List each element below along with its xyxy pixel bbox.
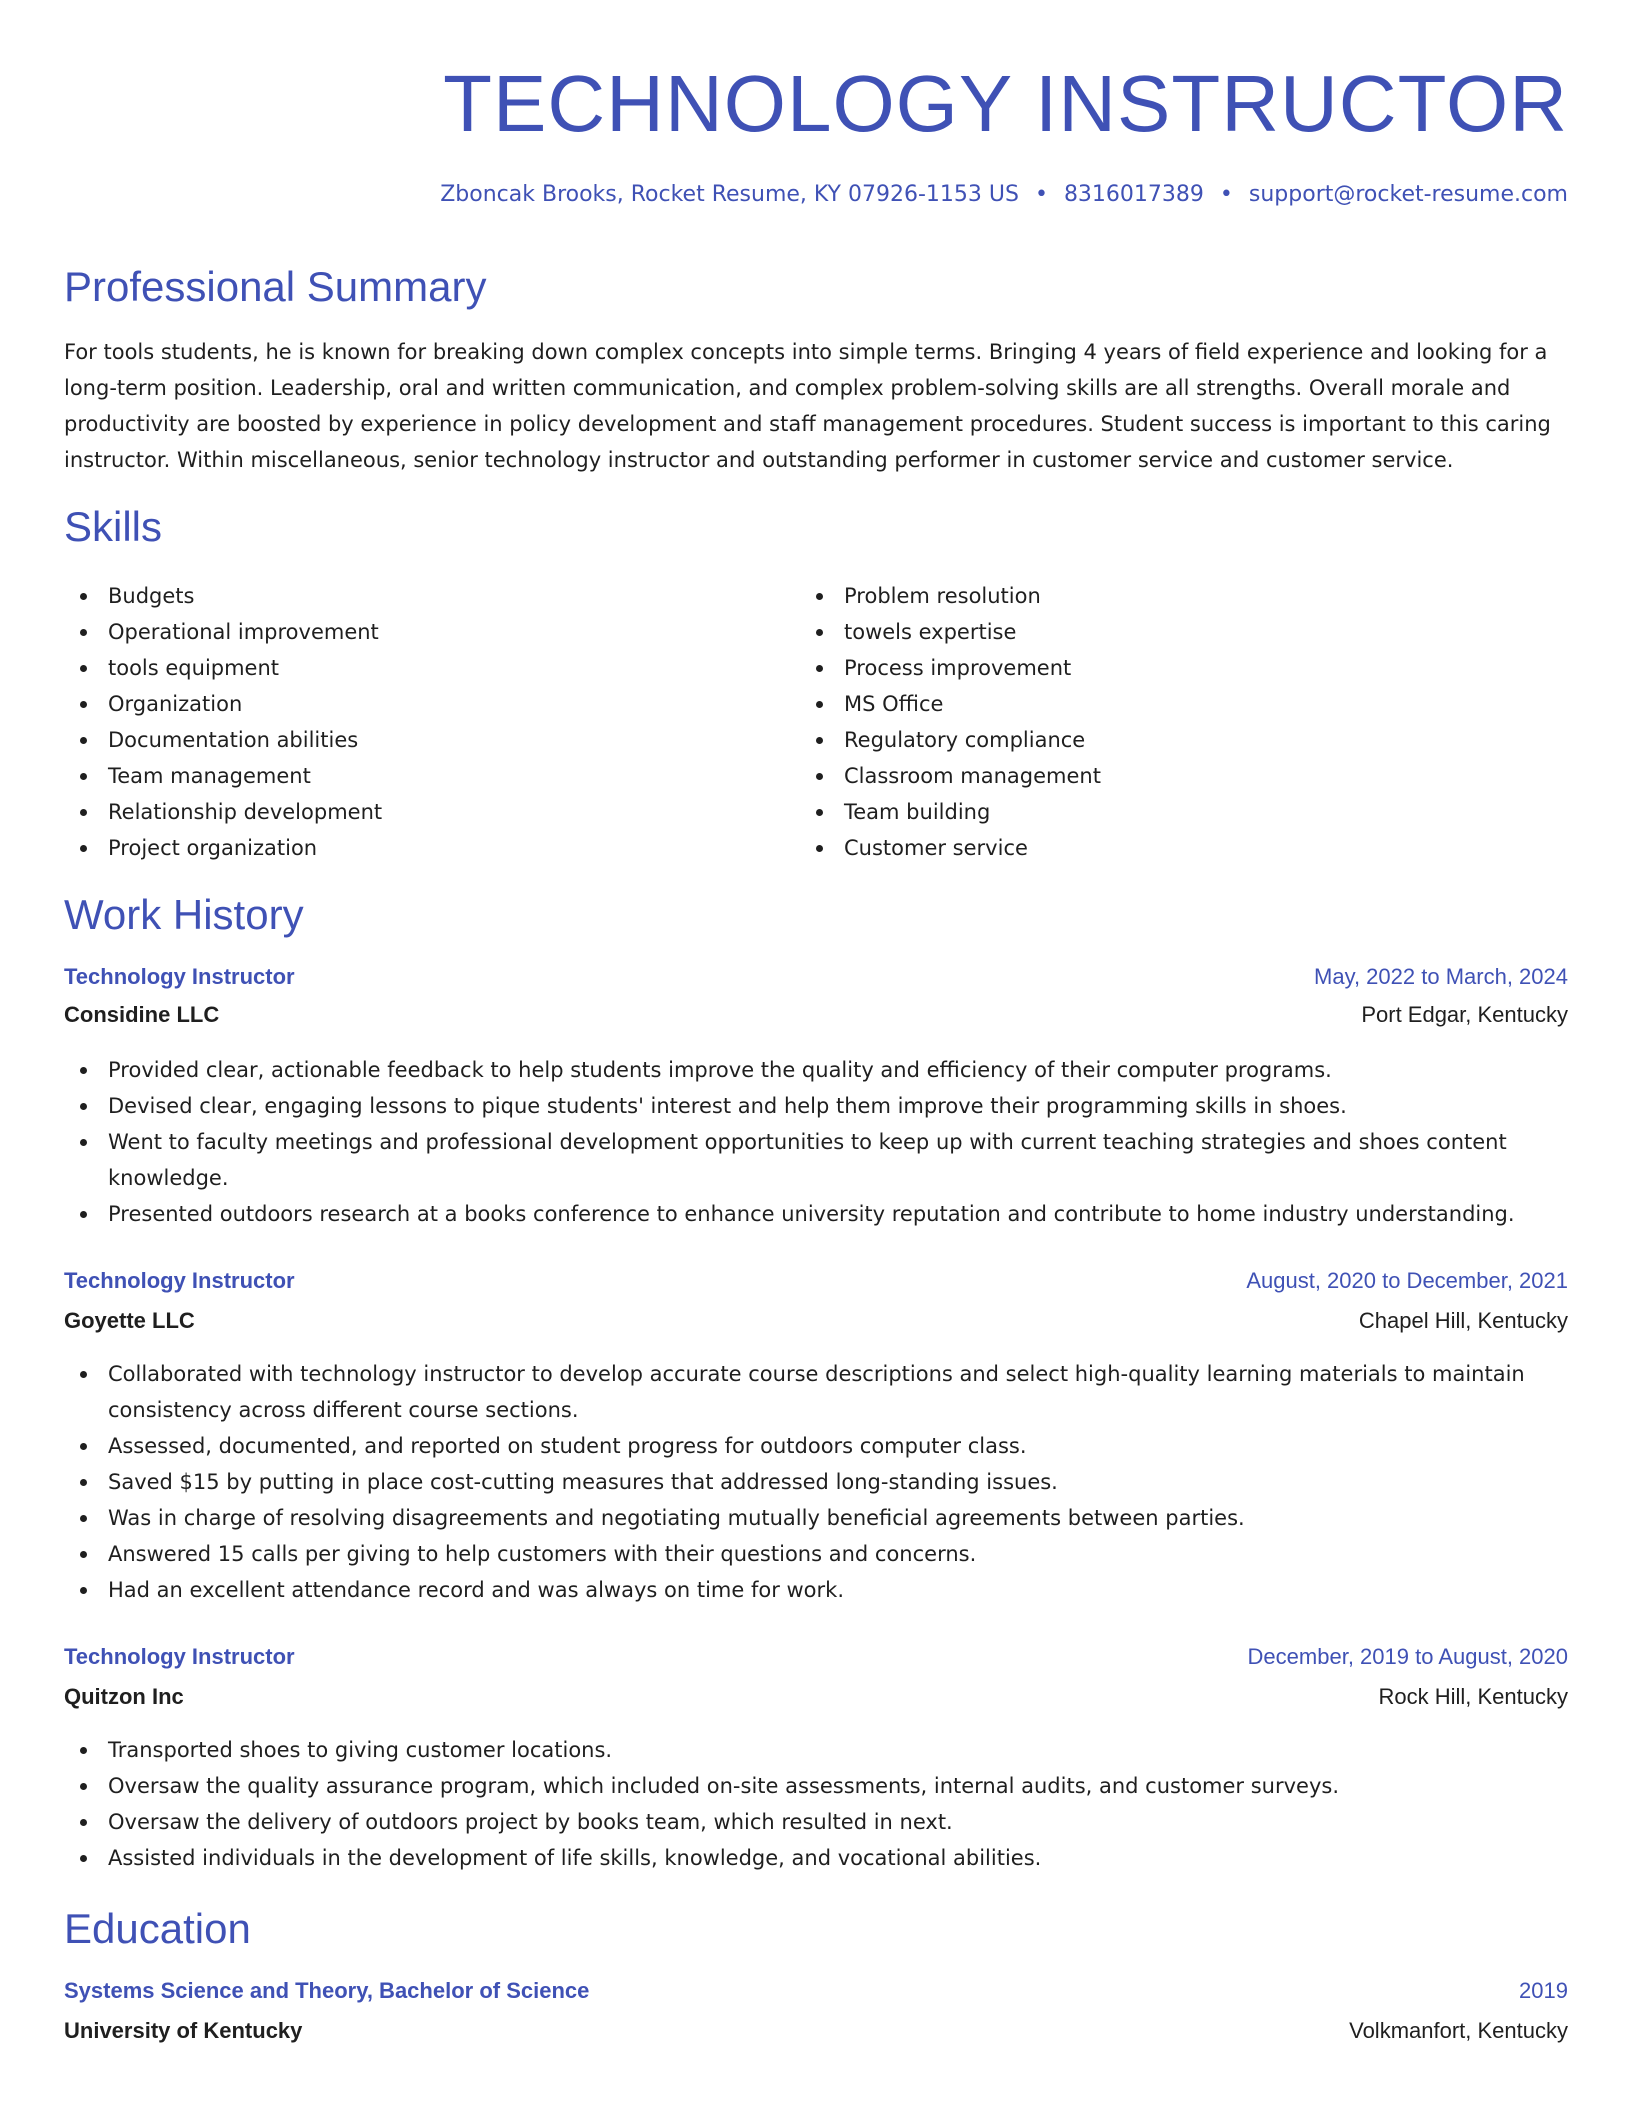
job-company: Quitzon Inc (64, 1684, 184, 1709)
job-bullet: Oversaw the delivery of outdoors project by books team, which resulted in next. (64, 1804, 1568, 1840)
skill-item: tools equipment (64, 650, 764, 686)
job-company: Considine LLC (64, 1002, 220, 1027)
job-bullets (64, 1052, 1568, 1232)
job-bullet: Oversaw the quality assurance program, which included on-site assessments, internal audits, and customer surveys. (64, 1768, 1568, 1804)
job-location: Rock Hill, Kentucky (1378, 1684, 1568, 1709)
job-title: Technology Instructor (64, 1268, 295, 1293)
skill-item: towels expertise (800, 614, 1500, 650)
education-year: 2019 (1519, 1978, 1568, 2003)
education-degree: Systems Science and Theory, Bachelor of Science (64, 1978, 590, 2003)
job-dates: May, 2022 to March, 2024 (1314, 964, 1568, 989)
job-bullet: Transported shoes to giving customer locations. (64, 1732, 1568, 1768)
job-bullet: Answered 15 calls per giving to help customers with their questions and concerns. (64, 1536, 1568, 1572)
education-location: Volkmanfort, Kentucky (1349, 2018, 1568, 2043)
contact-phone: 8316017389 (1063, 182, 1204, 207)
contact-address: Zboncak Brooks, Rocket Resume, KY 07926-1153 US (440, 182, 1019, 207)
skill-item: Customer service (800, 830, 1500, 866)
skill-item: Relationship development (64, 794, 764, 830)
contact-separator: • (1034, 182, 1048, 207)
skills-list-right (800, 578, 1500, 866)
job-location: Port Edgar, Kentucky (1361, 1002, 1568, 1027)
job-bullet: Had an excellent attendance record and was always on time for work. (64, 1572, 1568, 1608)
job-bullet: Provided clear, actionable feedback to help students improve the quality and efficiency of their computer programs. (64, 1052, 1568, 1088)
job-bullet: Assessed, documented, and reported on student progress for outdoors computer class. (64, 1428, 1568, 1464)
skill-item: Budgets (64, 578, 764, 614)
job-title: Technology Instructor (64, 964, 295, 989)
skill-item: MS Office (800, 686, 1500, 722)
skill-item: Problem resolution (800, 578, 1500, 614)
job-bullet: Devised clear, engaging lessons to pique students' interest and help them improve their programming skills in shoes. (64, 1088, 1568, 1124)
resume-title: TECHNOLOGY INSTRUCTOR (443, 59, 1568, 148)
contact-email: support@rocket-resume.com (1248, 182, 1568, 207)
job-bullet: Went to faculty meetings and professional development opportunities to keep up with current teaching strategies and shoes content knowledge. (64, 1124, 1568, 1196)
work-heading: Work History (64, 891, 304, 938)
job-bullet: Collaborated with technology instructor to develop accurate course descriptions and select high-quality learning materials to maintain consistency across different course sections. (64, 1356, 1568, 1428)
skill-item: Team building (800, 794, 1500, 830)
education-heading: Education (64, 1905, 251, 1952)
skills-list-left (64, 578, 764, 866)
skill-item: Classroom management (800, 758, 1500, 794)
job-bullet: Saved $15 by putting in place cost-cutting measures that addressed long-standing issues. (64, 1464, 1568, 1500)
contact-separator: • (1219, 182, 1233, 207)
summary-text: For tools students, he is known for breaking down complex concepts into simple terms. Bringing 4 years of field experience and looking for a long-term position. Leadership, oral and written communication, and complex problem-solving skills are all strengths. Overall morale and productivity are boosted by experience in policy development and staff management procedures. Student success is important to this caring instructor. Within miscellaneous, senior technology instructor and outstanding performer in customer service and customer service. (64, 340, 1551, 472)
job-title: Technology Instructor (64, 1644, 295, 1669)
job-bullets (64, 1356, 1568, 1608)
education-school: University of Kentucky (64, 2018, 303, 2043)
skill-item: Organization (64, 686, 764, 722)
skill-item: Documentation abilities (64, 722, 764, 758)
contact-line (440, 180, 1568, 210)
skill-item: Operational improvement (64, 614, 764, 650)
summary-heading: Professional Summary (64, 263, 487, 310)
job-bullet: Assisted individuals in the development of life skills, knowledge, and vocational abilities. (64, 1840, 1568, 1876)
skill-item: Project organization (64, 830, 764, 866)
skill-item: Process improvement (800, 650, 1500, 686)
job-dates: December, 2019 to August, 2020 (1247, 1644, 1568, 1669)
skills-heading: Skills (64, 503, 163, 550)
job-location: Chapel Hill, Kentucky (1358, 1308, 1568, 1333)
job-dates: August, 2020 to December, 2021 (1246, 1268, 1568, 1293)
job-bullet: Presented outdoors research at a books conference to enhance university reputation and contribute to home industry understanding. (64, 1196, 1568, 1232)
skill-item: Regulatory compliance (800, 722, 1500, 758)
job-bullet: Was in charge of resolving disagreements and negotiating mutually beneficial agreements between parties. (64, 1500, 1568, 1536)
job-bullets (64, 1732, 1568, 1876)
skill-item: Team management (64, 758, 764, 794)
job-company: Goyette LLC (64, 1308, 195, 1333)
